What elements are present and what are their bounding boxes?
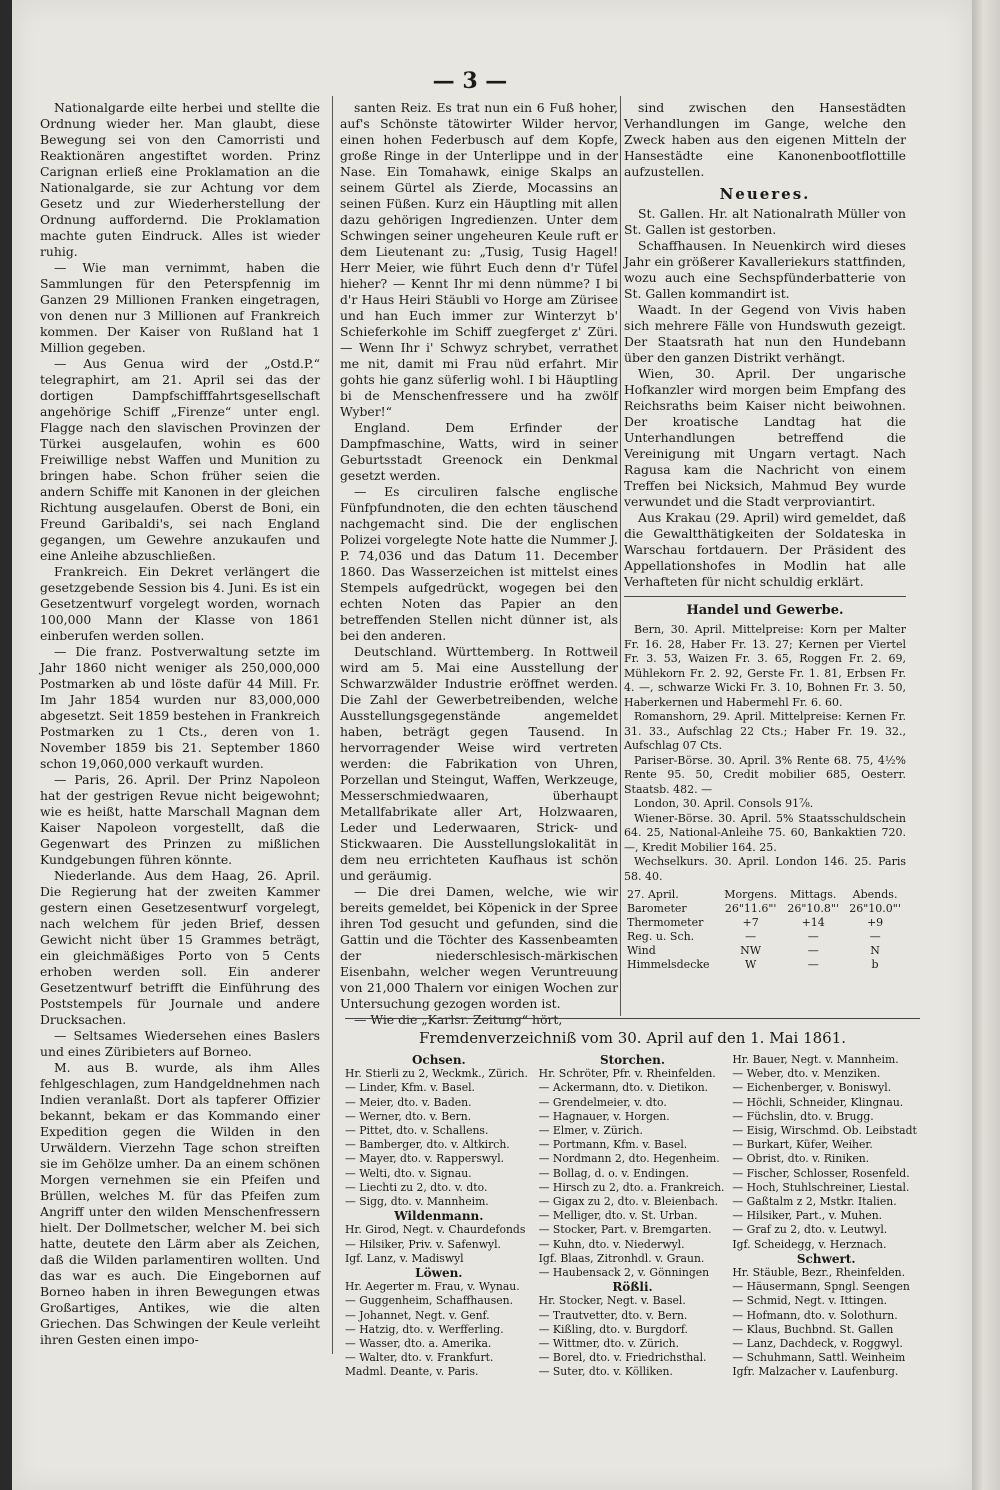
weather-value: 26"10.0"'	[849, 902, 901, 915]
weather-value: —	[807, 958, 819, 971]
guest-entry: Hr. Schröter, Pfr. v. Rheinfelden.	[538, 1067, 716, 1081]
article-paragraph: Frankreich. Ein Dekret verlängert die gesetzgebende Session bis 4. Juni. Es ist ein Gesetzentwurf vorgelegt worden, wornach 100,000 Mann der Klasse von 1861 einberufen werden sollen.	[40, 564, 320, 643]
article-paragraph: — Paris, 26. April. Der Prinz Napoleon hat der gestrigen Revue nicht beigewohnt; wie es heißt, hatte Marschall Magnan dem Kaiser Napoleon vorgestellt, daß die Gegenwart des Prinzen zu mißlichen Kundgebungen führen könnte.	[40, 772, 320, 867]
article-paragraph: sind zwischen den Hansestädten Verhandlungen im Gange, welche den Zweck haben aus den eigenen Mitteln der Hansestädte eine Kanonenbootflottille aufzustellen.	[624, 100, 906, 179]
fremden-title: Fremdenverzeichniß vom 30. April auf den 1. Mai 1861.	[418, 1029, 847, 1047]
guest-entry: — Obrist, dto. v. Riniken.	[732, 1152, 870, 1166]
guest-entry: — Sigg, dto. v. Mannheim.	[345, 1195, 489, 1209]
weather-row	[624, 916, 906, 930]
article-paragraph: — Aus Genua wird der „Ostd.P.“ telegraphirt, am 21. April sei das der dortigen Dampfschifffahrtsgesellschaft angehörige Schiff „Firenze“ unter engl. Flagge nach den slavischen Provinzen der Türkei ausgelaufen, wohin es 600 Freiwillige nebst Waffen und Munition zu bringen habe. Schon früher seien die andern Schiffe mit Kanonen in der gleichen Richtung ausgelaufen. Oberst de Boni, ein Freund Garibaldi's, sei nach England gegangen, um Gewehre anzukaufen und eine Anleihe abzuschließen.	[40, 356, 320, 563]
guest-entry: Hr. Aegerter m. Frau, v. Wynau.	[345, 1280, 520, 1294]
guest-entry: — Werner, dto. v. Bern.	[345, 1109, 472, 1123]
weather-value: W	[744, 958, 757, 971]
weather-col-evening: Abends.	[852, 888, 898, 901]
neueres-heading: Neueres.	[719, 185, 811, 203]
guest-entry: — Bamberger, dto. v. Altkirch.	[345, 1138, 510, 1152]
guest-entry: — Mayer, dto. v. Rapperswyl.	[345, 1152, 505, 1166]
divider	[345, 1018, 920, 1019]
weather-value: 26"11.6"'	[724, 902, 777, 915]
fremden-list	[345, 1025, 920, 1380]
market-report: London, 30. April. Consols 91⅞.	[634, 797, 814, 810]
article-paragraph: — Wie man vernimmt, haben die Sammlungen für den Peterspfennig im Ganzen 29 Millionen Franken eingetragen, von denen nur 3 Millionen auf Frankreich kommen. Der Kaiser von Rußland hat 1 Million gegeben.	[40, 260, 320, 355]
guest-entry: Igf. Blaas, Zitronhdl. v. Graun.	[538, 1251, 705, 1265]
guest-entry: — Melliger, dto. v. St. Urban.	[538, 1209, 698, 1223]
weather-col-morning: Morgens.	[724, 888, 778, 901]
weather-value: NW	[740, 944, 762, 957]
guest-entry: — Suter, dto. v. Kölliken.	[538, 1365, 673, 1379]
weather-label: Thermometer	[627, 916, 704, 929]
column-divider	[332, 96, 333, 1354]
guest-entry: Hr. Bauer, Negt. v. Mannheim.	[732, 1053, 899, 1066]
guest-entry: — Graf zu 2, dto. v. Leutwyl.	[732, 1223, 888, 1237]
article-paragraph: — Die franz. Postverwaltung setzte im Jahr 1860 nicht weniger als 250,000,000 Postmarken ab und löste dafür 44 Mill. Fr. Im Jahr 1854 wurden nur 83,000,000 abgesetzt. Seit 1859 bestehen in Frankreich Postmarken zu 1 Cts., deren von 1. November 1859 bis 21. September 1860 schon 19,060,000 verkauft wurden.	[40, 644, 320, 771]
guest-entry: — Nordmann 2, dto. Hegenheim.	[538, 1152, 720, 1166]
guest-entry: — Wittmer, dto. v. Zürich.	[538, 1337, 680, 1351]
guest-entry: — Linder, Kfm. v. Basel.	[345, 1081, 475, 1095]
guest-entry: — Klaus, Buchbnd. St. Gallen	[732, 1322, 894, 1336]
guest-entry: — Schmid, Negt. v. Ittingen.	[732, 1294, 888, 1308]
news-item: Waadt. In der Gegend von Vivis haben sich mehrere Fälle von Hundswuth gezeigt. Der Staatsrath hat nun den Hundebann über den ganzen Distrikt verhängt.	[624, 302, 906, 365]
news-item: St. Gallen. Hr. alt Nationalrath Müller von St. Gallen ist gestorben.	[624, 206, 906, 237]
guest-entry: — Hagnauer, v. Horgen.	[538, 1109, 670, 1123]
hotel-heading: Löwen.	[415, 1266, 463, 1281]
guest-entry: Hr. Stierli zu 2, Weckmk., Zürich.	[345, 1067, 528, 1081]
article-paragraph: England. Dem Erfinder der Dampfmaschine, Watts, wird in seiner Geburtsstadt Greenock ein Denkmal gesetzt werden.	[340, 420, 618, 483]
market-report: Pariser-Börse. 30. April. 3% Rente 68. 75, 4½% Rente 95. 50, Credit mobilier 685, Oesterr. Staatsb. 482. —	[624, 753, 906, 796]
hotel-heading: Storchen.	[599, 1053, 666, 1067]
guest-entry: — Walter, dto. v. Frankfurt.	[345, 1351, 494, 1365]
weather-value: +9	[866, 916, 884, 929]
article-paragraph: Deutschland. Württemberg. In Rottweil wird am 5. Mai eine Ausstellung der Schwarzwälder Industrie eröffnet werden. Die Zahl der Gewerbetreibenden, welche Ausstellungsgegenstände angemeldet haben, beträgt gegen Tausend. In hervorragender Weise wird vertreten werden: die Fabrikation von Uhren, Porzellan und Steingut, Waffen, Werkzeuge, Messerschmiedwaaren, überhaupt Metallfabrikate aller Art, Holzwaaren, Leder und Lederwaaren, Strick- und Stickwaaren. Die Ausstellungslokalität in dem neu errichteten Kaufhaus ist schön und geräumig.	[340, 644, 618, 883]
weather-row	[624, 944, 906, 958]
article-paragraph: — Die drei Damen, welche, wie wir bereits gemeldet, bei Köpenick in der Spree ihren Tod gesucht und gefunden, sind die Gattin und die Töchter des Kassenbeamten der niederschlesisch-märkischen Eisenbahn, welcher wegen Veruntreuung von 21,000 Thalern vor einigen Wochen zur Untersuchung gezogen worden ist.	[340, 884, 618, 1011]
guest-entry: — Liechti zu 2, dto. v. dto.	[345, 1180, 488, 1194]
weather-row	[624, 958, 906, 972]
guest-entry: — Borel, dto. v. Friedrichsthal.	[538, 1351, 707, 1365]
news-item: Wien, 30. April. Der ungarische Hofkanzler wird morgen beim Empfang des Reichsraths beim Kaiser nicht beiwohnen. Der kroatische Landtag hat die Unterhandlungen betreffend die Vereinigung mit Ungarn vertagt. Nach Ragusa kam die Nachricht von einem Treffen bei Nicksich, Mahmud Bey wurde verwundet und die Stadt verproviantirt.	[624, 366, 906, 509]
weather-value: —	[869, 930, 881, 943]
article-paragraph: Niederlande. Aus dem Haag, 26. April. Die Regierung hat der zweiten Kammer gestern einen Gesetzesentwurf vorgelegt, nach welchem für jeden Brief, dessen Gewicht nicht über 15 Grammes beträgt, ein gleichmäßiges Porto von 5 Cents erhoben werden soll. Ein anderer Gesetzentwurf betrifft die Einführung des Poststempels für Journale und andere Drucksachen.	[40, 868, 320, 1027]
article-paragraph: Nationalgarde eilte herbei und stellte die Ordnung wieder her. Man glaubt, diese Bewegung sei von den Camorristi und Reaktionären angestiftet worden. Prinz Carignan erließ eine Proklamation an die Nationalgarde, sie zur Achtung vor dem Gesetz und zur Wiederherstellung der Ordnung auffordernd. Die Proklamation machte guten Eindruck. Alles ist wieder ruhig.	[40, 100, 320, 259]
article-paragraph: — Seltsames Wiedersehen eines Baslers und eines Züribieters auf Borneo.	[40, 1028, 320, 1059]
guest-entry: Hr. Stäuble, Bezr., Rheinfelden.	[732, 1266, 906, 1280]
hotel-heading: Rößli.	[612, 1280, 653, 1295]
guest-entry: — Elmer, v. Zürich.	[538, 1124, 643, 1138]
guest-entry: — Burkart, Küfer, Weiher.	[732, 1138, 873, 1152]
guest-entry: — Eichenberger, v. Boniswyl.	[732, 1081, 892, 1095]
guest-entry: — Häusermann, Spngl. Seengen	[732, 1280, 910, 1294]
weather-value: —	[807, 944, 819, 957]
fremden-column	[732, 1053, 920, 1380]
guest-entry: Hr. Stocker, Negt. v. Basel.	[538, 1294, 686, 1308]
weather-label: Himmelsdecke	[627, 958, 710, 971]
article-paragraph: santen Reiz. Es trat nun ein 6 Fuß hoher, auf's Schönste tätowirter Wilder hervor, einen hohen Federbusch auf dem Kopfe, große Ringe in der Unterlippe und in der Nase. Ein Tomahawk, einige Skalps an seinem Gürtel als Zierde, Mocassins an seinen Füßen. Kurz ein Häuptling mit allen dazu gehörigen Ingredienzen. Unter dem Schwingen seiner ungeheuren Keule ruft er dem Lieutenant zu: „Tusig, Tusig Hagel! Herr Meier, wie führt Euch denn d'r Tüfel hieher? — Kennt Ihr mi denn nümme? I bi d'r Haus Heiri Stäubli vo Horge am Zürisee und han Euch immer zur Winterzyt b' Schieferkohle im Schiff zuegferget z' Züri. — Wenn Ihr i' Schwyz schrybet, verrathet me nit, damit mi Frau nüd erfahrt. Mir gohts hie ganz süferlig wohl. I bi Häuptling bi de Menschenfressere und ha zwölf Wyber!“	[340, 100, 618, 419]
weather-label: Wind	[627, 944, 656, 957]
weather-value: 26"10.8"'	[787, 902, 840, 915]
fremden-column	[539, 1053, 727, 1380]
guest-entry: — Hirsch zu 2, dto. a. Frankreich.	[538, 1180, 725, 1194]
guest-entry: — Hatzig, dto. v. Werfferling.	[345, 1322, 504, 1336]
guest-entry: Madml. Deante, v. Paris.	[345, 1365, 479, 1379]
news-item: Schaffhausen. In Neuenkirch wird dieses Jahr ein größerer Kavalleriekurs stattfinden, wozu auch eine Sechspfünderbatterie von St. Gallen kommandirt ist.	[624, 238, 906, 301]
weather-value: N	[870, 944, 880, 957]
guest-entry: — Füchslin, dto. v. Brugg.	[732, 1109, 874, 1123]
weather-date: 27. April.	[627, 888, 679, 901]
market-report: Romanshorn, 29. April. Mittelpreise: Kernen Fr. 31. 33., Aufschlag 22 Cts.; Haber Fr. 19. 32., Aufschlag 07 Cts.	[624, 710, 906, 752]
guest-entry: — Trautvetter, dto. v. Bern.	[538, 1308, 688, 1322]
guest-entry: — Fischer, Schlosser, Rosenfeld.	[732, 1166, 910, 1180]
article-paragraph: M. aus B. wurde, als ihm Alles fehlgeschlagen, zum Handgeldnehmen nach Indien veranlaßt. Dort als tapferer Offizier bekannt, bekam er das Kommando einer Expedition gegen die Wilden in den Urwäldern. Vierzehn Tage schon streiften sie im Gehölze umher. Da an einem schönen Morgen vernehmen sie ein Pfeifen und Brüllen, welches M. für das Pfeifen zum Angriff unter den wilden Menschenfressern hielt. Der Dollmetscher, welcher M. bei sich hatte, deutete den Lärm aber als Zeichen, daß die Wilden parlamentiren wollten. Und das war es auch. Die Eingebornen auf Borneo haben in ihren Bewegungen etwas Großartiges, Antikes, wie die alten Griechen. Das Schwingen der Keule verleiht ihren Gesten einen impo-	[40, 1060, 320, 1347]
page-number: — 3 —	[432, 68, 508, 94]
hotel-heading: Schwert.	[796, 1251, 856, 1266]
market-report: Bern, 30. April. Mittelpreise: Korn per Malter Fr. 16. 28, Haber Fr. 13. 27; Kernen per Viertel Fr. 3. 53, Waizen Fr. 3. 65, Roggen Fr. 2. 69, Mühlekorn Fr. 2. 92, Gerste Fr. 1. 81, Erbsen Fr. 4. —, schwarze Wicki Fr. 3. 10, Bohnen Fr. 3. 50, Haberkernen und Habermehl Fr. 6. 60.	[624, 623, 906, 709]
weather-value: —	[807, 930, 819, 943]
weather-label: Reg. u. Sch.	[627, 930, 695, 943]
guest-entry: Hr. Girod, Negt. v. Chaurdefonds	[345, 1223, 526, 1237]
article-paragraph: — Es circuliren falsche englische Fünfpfundnoten, die den echten täuschend nachgemacht sind. Die der englischen Polizei vorgelegte Note hatte die Nummer J. P. 74,036 und das Datum 11. December 1860. Das Wasserzeichen ist mittelst eines Stempels aufgedrückt, wogegen bei den echten Noten das Papier an den betreffenden Stellen nicht dünner ist, als bei den anderen.	[340, 484, 618, 643]
guest-entry: — Gaßtalm z 2, Mstkr. Italien.	[732, 1195, 897, 1209]
hotel-heading: Ochsen.	[411, 1053, 466, 1067]
guest-entry: — Portmann, Kfm. v. Basel.	[538, 1138, 688, 1152]
weather-value: b	[871, 958, 879, 971]
next-page-edge	[972, 0, 1000, 1490]
guest-entry: — Kißling, dto. v. Burgdorf.	[538, 1322, 688, 1336]
weather-value: —	[745, 930, 757, 943]
hotel-heading: Wildenmann.	[394, 1209, 484, 1224]
guest-entry: — Höchli, Schneider, Klingnau.	[732, 1095, 904, 1109]
guest-entry: — Kuhn, dto. v. Niederwyl.	[538, 1237, 685, 1251]
guest-entry: — Grendelmeier, v. dto.	[538, 1095, 667, 1109]
guest-entry: — Meier, dto. v. Baden.	[345, 1095, 472, 1109]
fremden-column	[345, 1053, 533, 1380]
weather-col-noon: Mittags.	[790, 888, 837, 901]
market-report: Wechselkurs. 30. April. London 146. 25. Paris 58. 40.	[624, 855, 906, 883]
trade-heading: Handel und Gewerbe.	[686, 603, 844, 618]
article-paragraph: — Wie die „Karlsr. Zeitung“ hört,	[354, 1012, 563, 1027]
weather-value: +7	[742, 916, 759, 929]
guest-entry: — Hofmann, dto. v. Solothurn.	[732, 1308, 898, 1322]
weather-table	[624, 888, 906, 972]
column-divider	[620, 96, 621, 1016]
guest-entry: — Welti, dto. v. Signau.	[345, 1166, 472, 1180]
guest-entry: — Johannet, Negt. v. Genf.	[345, 1308, 490, 1322]
guest-entry: — Weber, dto. v. Menziken.	[732, 1067, 881, 1081]
guest-entry: — Wasser, dto. a. Amerika.	[345, 1337, 492, 1351]
guest-entry: — Eisig, Wirschmd. Ob. Leibstadt	[732, 1124, 917, 1138]
column-3	[624, 100, 906, 972]
weather-header-row	[624, 888, 906, 902]
weather-row	[624, 902, 906, 916]
guest-entry: Igfr. Malzacher v. Laufenburg.	[732, 1365, 899, 1379]
weather-value: +14	[801, 916, 825, 929]
guest-entry: — Pittet, dto. v. Schallens.	[345, 1124, 489, 1138]
guest-entry: — Haubensack 2, v. Gönningen	[538, 1266, 710, 1280]
trade-section	[624, 623, 906, 884]
guest-entry: — Lanz, Dachdeck, v. Roggwyl.	[732, 1337, 903, 1351]
guest-entry: — Ackermann, dto. v. Dietikon.	[538, 1081, 709, 1095]
guest-entry: — Gigax zu 2, dto. v. Bleienbach.	[538, 1195, 719, 1209]
weather-row	[624, 930, 906, 944]
column-2	[340, 100, 618, 1028]
divider	[624, 596, 906, 597]
guest-entry: — Hoch, Stuhlschreiner, Liestal.	[732, 1180, 910, 1194]
weather-label: Barometer	[627, 902, 687, 915]
column-1	[40, 100, 320, 1348]
guest-entry: Igf. Lanz, v. Madiswyl	[345, 1251, 464, 1265]
guest-entry: — Guggenheim, Schaffhausen.	[345, 1294, 514, 1308]
guest-entry: — Hilsiker, Priv. v. Safenwyl.	[345, 1237, 501, 1251]
market-report: Wiener-Börse. 30. April. 5% Staatsschuldschein 64. 25, National-Anleihe 75. 60, Bankaktien 720. —, Kredit Mobilier 164. 25.	[624, 811, 906, 854]
guest-entry: — Schuhmann, Sattl. Weinheim	[732, 1351, 906, 1365]
guest-entry: — Stocker, Part. v. Bremgarten.	[538, 1223, 712, 1237]
guest-entry: Igf. Scheidegg, v. Herznach.	[732, 1237, 887, 1251]
news-item: Aus Krakau (29. April) wird gemeldet, daß die Gewaltthätigkeiten der Soldateska in Warschau fortdauern. Der Präsident des Appellationshofes in Modlin hat alle Verhafteten für nicht schuldig erklärt.	[624, 510, 906, 589]
guest-entry: — Hilsiker, Part., v. Muhen.	[732, 1209, 883, 1223]
guest-entry: — Bollag, d. o. v. Endingen.	[538, 1166, 689, 1180]
